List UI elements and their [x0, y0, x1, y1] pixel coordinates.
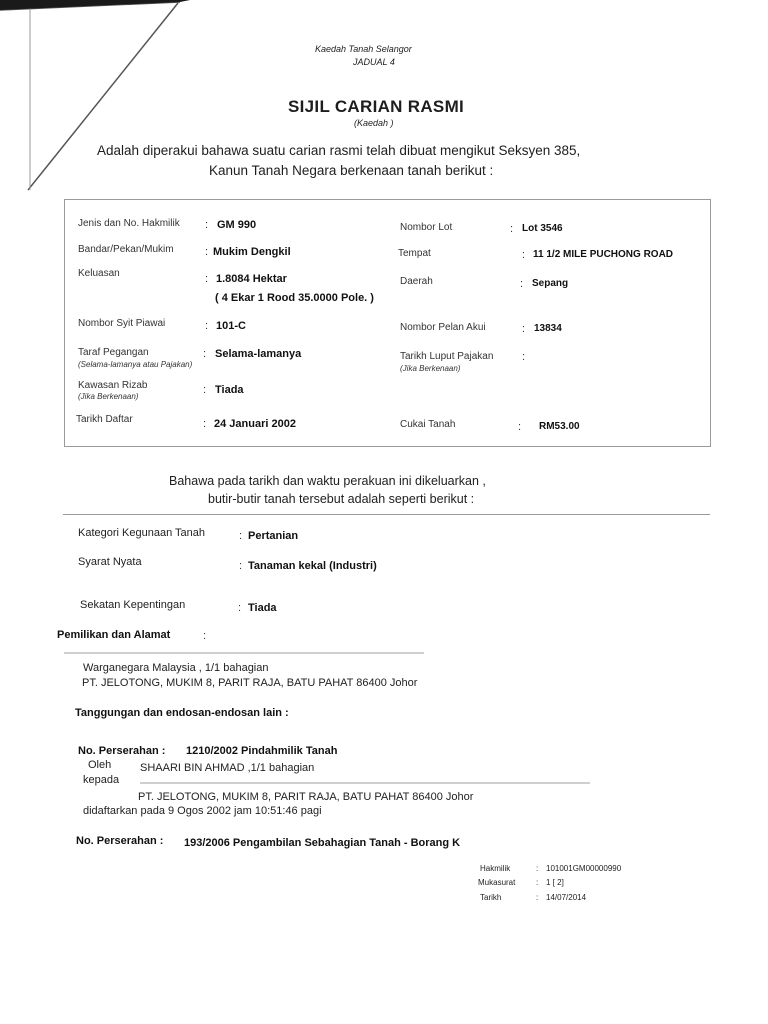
- colon: :: [522, 351, 526, 363]
- sekatan-value: Tiada: [248, 602, 277, 614]
- kategori-value: Pertanian: [248, 530, 299, 542]
- owner-citizenship: Warganegara Malaysia , 1/1 bahagian: [83, 662, 269, 674]
- cukai-value: RM53.00: [539, 421, 580, 432]
- colon: :: [522, 323, 526, 335]
- oleh-label: Oleh: [88, 759, 112, 771]
- keluasan-imperial: ( 4 Ekar 1 Rood 35.0000 Pole. ): [215, 292, 374, 304]
- syit-value: 101-C: [216, 320, 246, 332]
- colon: :: [203, 384, 207, 396]
- tanggungan-label: Tanggungan dan endosan-endosan lain :: [75, 707, 289, 719]
- colon: :: [536, 864, 539, 873]
- rizab-note: (Jika Berkenaan): [78, 392, 139, 401]
- kepada-label: kepada: [83, 774, 120, 786]
- corner-fold-mark: [0, 0, 190, 210]
- rizab-label: Kawasan Rizab: [78, 380, 148, 391]
- pemilikan-label: Pemilikan dan Alamat: [57, 629, 171, 641]
- tempat-label: Tempat: [398, 248, 431, 259]
- colon: :: [520, 278, 524, 290]
- tempat-value: 11 1/2 MILE PUCHONG ROAD: [533, 249, 674, 260]
- footer-hakmilik-value: 101001GM00000990: [546, 864, 622, 873]
- mukim-value: Mukim Dengkil: [213, 246, 291, 258]
- daftar-label: Tarikh Daftar: [76, 414, 133, 425]
- taraf-label: Taraf Pegangan: [78, 347, 149, 358]
- page-title: SIJIL CARIAN RASMI: [288, 97, 465, 116]
- lot-label: Nombor Lot: [400, 222, 453, 233]
- daftar-value: 24 Januari 2002: [214, 418, 296, 430]
- oleh-value: SHAARI BIN AHMAD ,1/1 bahagian: [140, 762, 315, 774]
- syarat-value: Tanaman kekal (Industri): [248, 560, 377, 572]
- luput-label: Tarikh Luput Pajakan: [400, 351, 494, 362]
- colon: :: [203, 418, 207, 430]
- syit-label: Nombor Syit Piawai: [78, 318, 166, 329]
- header-schedule: JADUAL 4: [353, 57, 395, 67]
- kategori-label: Kategori Kegunaan Tanah: [78, 527, 206, 539]
- colon: :: [205, 273, 209, 285]
- statement-line-2: butir-butir tanah tersebut adalah seperti berikut :: [208, 492, 475, 506]
- footer-hakmilik-label: Hakmilik: [480, 864, 511, 873]
- hakmilik-value: GM 990: [217, 219, 257, 231]
- divider: [63, 514, 710, 515]
- rizab-value: Tiada: [215, 384, 244, 396]
- header-rule-source: Kaedah Tanah Selangor: [315, 44, 412, 54]
- footer-tarikh-label: Tarikh: [480, 893, 502, 902]
- owner-address: PT. JELOTONG, MUKIM 8, PARIT RAJA, BATU PAHAT 86400 Johor: [82, 677, 418, 689]
- footer-mukasurat-label: Mukasurat: [478, 878, 516, 887]
- colon: :: [205, 246, 209, 258]
- colon: :: [522, 249, 526, 261]
- colon: :: [518, 421, 522, 433]
- colon: :: [205, 320, 209, 332]
- syarat-label: Syarat Nyata: [78, 556, 142, 568]
- intro-line-1: Adalah diperakui bahawa suatu carian rasmi telah dibuat mengikut Seksyen 385,: [97, 143, 581, 158]
- colon: :: [205, 219, 209, 231]
- colon: :: [536, 878, 539, 887]
- footer-mukasurat-value: 1 [ 2]: [546, 878, 564, 887]
- colon: :: [239, 530, 243, 542]
- keluasan-label: Keluasan: [78, 268, 120, 279]
- luput-note: (Jika Berkenaan): [400, 364, 461, 373]
- perserahan-1-label: No. Perserahan :: [78, 745, 166, 757]
- redacted-recipient-name: [140, 782, 590, 784]
- hakmilik-label: Jenis dan No. Hakmilik: [78, 218, 180, 229]
- colon: :: [510, 223, 514, 235]
- statement-line-1: Bahawa pada tarikh dan waktu perakuan ini dikeluarkan ,: [169, 474, 486, 488]
- lot-value: Lot 3546: [522, 223, 563, 234]
- daerah-label: Daerah: [400, 276, 433, 287]
- sekatan-label: Sekatan Kepentingan: [80, 599, 186, 611]
- taraf-note: (Selama-lamanya atau Pajakan): [78, 360, 193, 369]
- pelan-label: Nombor Pelan Akui: [400, 322, 486, 333]
- colon: :: [203, 348, 207, 360]
- colon: :: [203, 630, 207, 642]
- perserahan-2-label: No. Perserahan :: [76, 835, 164, 847]
- colon: :: [536, 893, 539, 902]
- footer-tarikh-value: 14/07/2014: [546, 893, 587, 902]
- perserahan-2-value: 193/2006 Pengambilan Sebahagian Tanah - Borang K: [184, 837, 461, 849]
- colon: :: [238, 602, 242, 614]
- recipient-address: PT. JELOTONG, MUKIM 8, PARIT RAJA, BATU PAHAT 86400 Johor: [138, 791, 474, 803]
- daerah-value: Sepang: [532, 278, 569, 289]
- mukim-label: Bandar/Pekan/Mukim: [78, 244, 174, 255]
- page-subtitle: (Kaedah ): [354, 118, 394, 128]
- didaftarkan-text: didaftarkan pada 9 Ogos 2002 jam 10:51:46 pagi: [83, 805, 322, 817]
- keluasan-hectare: 1.8084 Hektar: [216, 273, 287, 285]
- colon: :: [239, 560, 243, 572]
- cukai-label: Cukai Tanah: [400, 419, 456, 430]
- perserahan-1-value: 1210/2002 Pindahmilik Tanah: [186, 745, 338, 757]
- redacted-owner-name: [64, 652, 424, 654]
- pelan-value: 13834: [534, 323, 562, 334]
- taraf-value: Selama-lamanya: [215, 348, 302, 360]
- intro-line-2: Kanun Tanah Negara berkenaan tanah berikut :: [209, 163, 494, 178]
